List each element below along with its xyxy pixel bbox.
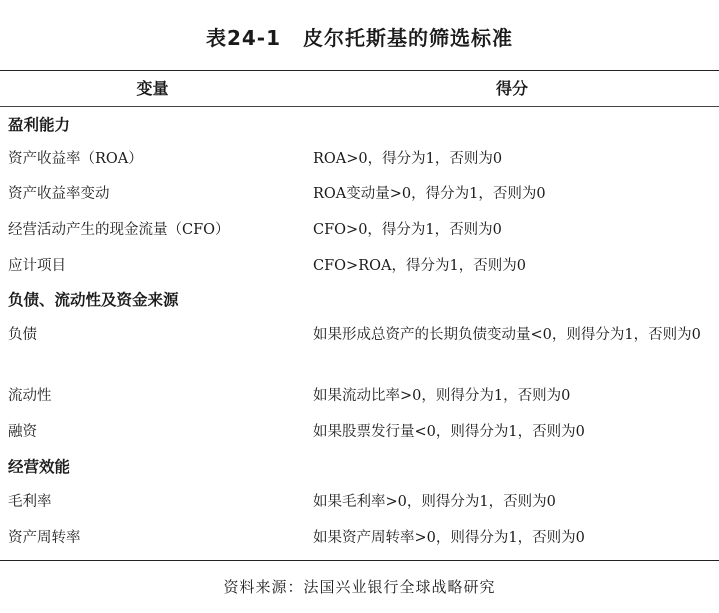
table-title — [0, 22, 719, 51]
header-rule — [0, 106, 719, 107]
variable-cell: 经营活动产生的现金流量（CFO） — [8, 222, 230, 238]
variable-cell: 资产收益率变动 — [8, 186, 110, 202]
table-title-text: 皮尔托斯基的筛选标准 — [303, 26, 514, 50]
variable-cell: 应计项目 — [8, 258, 66, 274]
table-header — [0, 72, 719, 105]
source-note: 资料来源：法国兴业银行全球战略研究 — [223, 578, 496, 596]
table-number: 表24-1 — [205, 26, 282, 50]
score-cell: CFO>ROA，得分为1，否则为0 — [313, 258, 526, 274]
variable-cell: 流动性 — [8, 388, 52, 404]
header-score: 得分 — [495, 79, 528, 98]
score-cell: ROA变动量>0，得分为1，否则为0 — [313, 186, 546, 202]
score-cell: 如果股票发行量<0，则得分为1，否则为0 — [313, 424, 585, 440]
variable-cell: 资产收益率（ROA） — [8, 151, 143, 167]
score-cell: 如果毛利率>0，则得分为1，否则为0 — [313, 494, 556, 510]
bottom-rule — [0, 560, 719, 561]
variable-cell: 毛利率 — [8, 494, 52, 510]
score-cell: 如果资产周转率>0，则得分为1，否则为0 — [313, 530, 585, 546]
section-title: 负债、流动性及资金来源 — [8, 291, 179, 309]
variable-cell: 融资 — [8, 424, 37, 440]
score-cell: 如果流动比率>0，则得分为1，否则为0 — [313, 388, 571, 404]
score-cell: 如果形成总资产的长期负债变动量<0，则得分为1，否则为0 — [313, 327, 701, 343]
header-variable: 变量 — [136, 79, 169, 98]
top-rule — [0, 70, 719, 71]
score-cell: CFO>0，得分为1，否则为0 — [313, 222, 502, 238]
variable-cell: 资产周转率 — [8, 530, 81, 546]
score-cell: ROA>0，得分为1，否则为0 — [313, 151, 503, 167]
section-title: 经营效能 — [8, 458, 71, 476]
section-title: 盈利能力 — [8, 116, 71, 134]
variable-cell: 负债 — [8, 327, 37, 343]
